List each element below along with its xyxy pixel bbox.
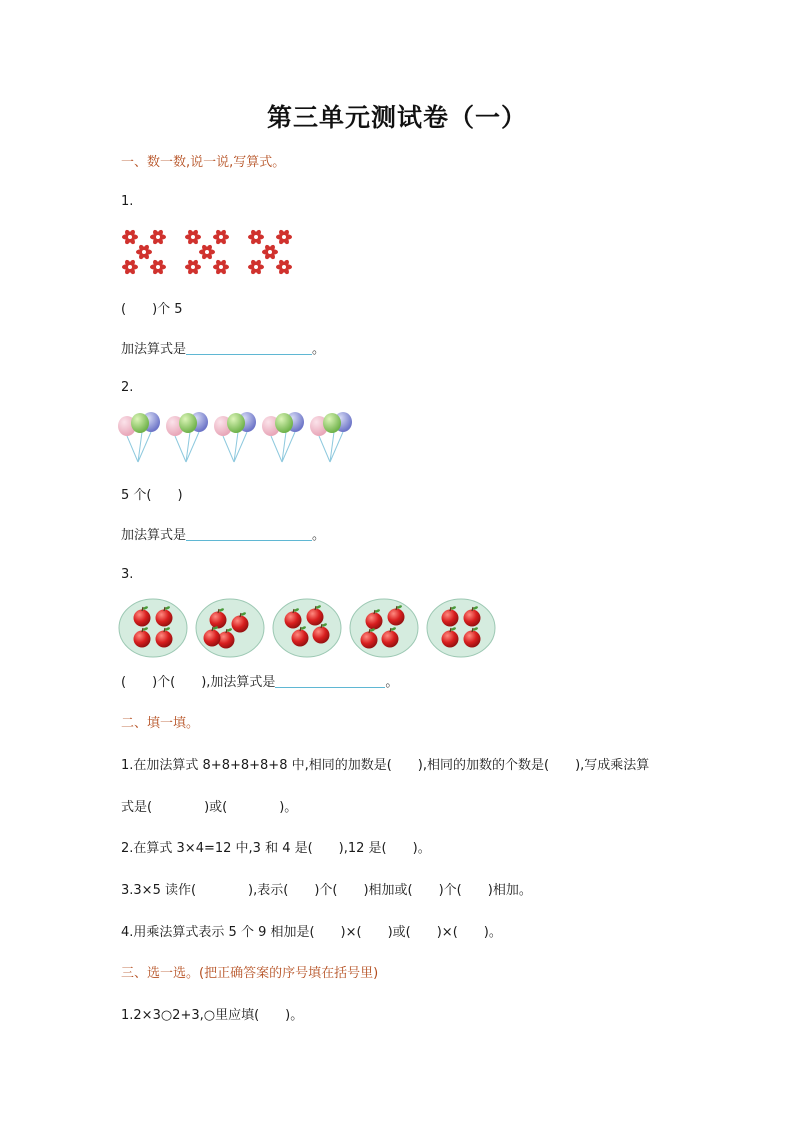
formula-label: 加法算式是 xyxy=(121,528,187,543)
formula-line xyxy=(121,338,325,357)
formula-label: 加法算式是 xyxy=(121,342,187,357)
answer-blank[interactable] xyxy=(186,540,312,541)
flower-icon xyxy=(122,259,138,275)
balloon-bunches-figure xyxy=(116,410,356,466)
flower-icon xyxy=(150,229,166,245)
balloon-bunch-icon xyxy=(310,412,352,462)
apple-plate-icon xyxy=(427,599,495,657)
formula-end: 。 xyxy=(385,675,399,690)
question-number: 3. xyxy=(121,567,134,582)
section-heading-1: 一、数一数,说一说,写算式。 xyxy=(121,155,286,170)
apple-plate-icon xyxy=(350,599,418,657)
flower-icon xyxy=(276,229,292,245)
count-blank-text: 5 个( ) xyxy=(121,488,183,503)
flower-icon xyxy=(136,244,152,260)
choice-question-1: 1.2×3○2+3,○里应填( )。 xyxy=(121,1008,304,1023)
balloon-bunch-icon xyxy=(166,412,208,462)
formula-end: 。 xyxy=(312,528,326,543)
section-heading-2: 二、填一填。 xyxy=(121,716,200,731)
fill-question-1-line-1: 1.在加法算式 8+8+8+8+8 中,相同的加数是( ),相同的加数的个数是( ),写成乘法算 xyxy=(121,758,650,773)
flower-icon xyxy=(185,229,201,245)
answer-blank[interactable] xyxy=(275,687,385,688)
apple-plate-icon xyxy=(119,599,187,657)
formula-line xyxy=(121,524,325,543)
apple-plates-figure xyxy=(118,596,502,660)
flower-icon xyxy=(122,229,138,245)
fill-question-4: 4.用乘法算式表示 5 个 9 相加是( )×( )或( )×( )。 xyxy=(121,925,502,940)
fill-question-1-line-2: 式是( )或( )。 xyxy=(121,800,298,815)
flower-icon xyxy=(199,244,215,260)
page-title: 第三单元测试卷（一） xyxy=(266,103,527,132)
fill-question-3: 3.3×5 读作( ),表示( )个( )相加或( )个( )相加。 xyxy=(121,883,532,898)
question-number: 2. xyxy=(121,380,134,395)
balloon-bunch-icon xyxy=(262,412,304,462)
section-heading-3: 三、选一选。(把正确答案的序号填在括号里) xyxy=(121,966,379,981)
flower-groups-figure xyxy=(118,225,308,280)
flower-icon xyxy=(185,259,201,275)
flower-icon xyxy=(276,259,292,275)
fill-question-2: 2.在算式 3×4=12 中,3 和 4 是( ),12 是( )。 xyxy=(121,841,431,856)
count-blank-text: ( )个 5 xyxy=(121,302,183,317)
flower-icon xyxy=(248,229,264,245)
flower-icon xyxy=(150,259,166,275)
flower-icon xyxy=(248,259,264,275)
formula-end: 。 xyxy=(312,342,326,357)
answer-blank[interactable] xyxy=(186,354,312,355)
question-number: 1. xyxy=(121,194,134,209)
formula-line xyxy=(121,671,398,690)
flower-icon xyxy=(213,259,229,275)
flower-icon xyxy=(213,229,229,245)
apple-plate-icon xyxy=(196,599,264,657)
flower-icon xyxy=(262,244,278,260)
balloon-bunch-icon xyxy=(214,412,256,462)
count-blank-text: ( )个( ),加法算式是 xyxy=(121,675,276,690)
balloon-bunch-icon xyxy=(118,412,160,462)
apple-plate-icon xyxy=(273,599,341,657)
